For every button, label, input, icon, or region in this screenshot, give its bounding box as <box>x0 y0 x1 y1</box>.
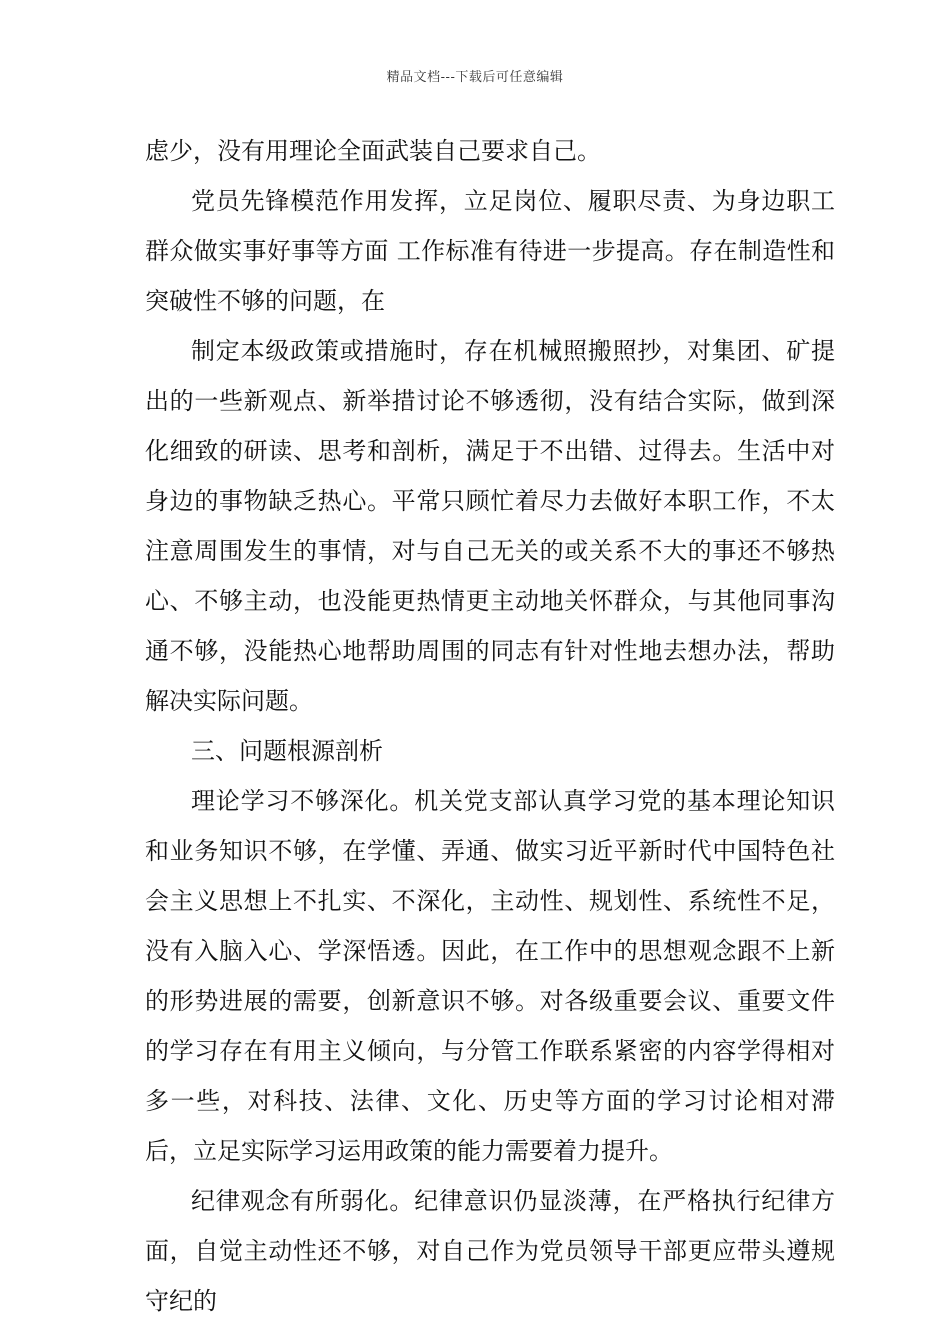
paragraph-1: 虑少，没有用理论全面武装自己要求自己。 <box>145 137 601 165</box>
paragraph-2: 党员先锋模范作用发挥，立足岗位、履职尽责、为身边职工群众做实事好事等方面 工作标准有待进一步提高。存在制造性和突破性不够的问题，在 <box>145 187 835 315</box>
document-body <box>145 126 835 1326</box>
section-heading: 三、问题根源剖析 <box>191 737 383 765</box>
paragraph-3: 制定本级政策或措施时，存在机械照搬照抄，对集团、矿提出的一些新观点、新举措讨论不够透彻，没有结合实际，做到深化细致的研读、思考和剖析，满足于不出错、过得去。生活中对身边的事物缺乏热心。平常只顾忙着尽力去做好本职工作，不太注意周围发生的事情，对与自己无关的或关系不大的事还不够热心、不够主动，也没能更热情更主动地关怀群众，与其他同事沟通不够，没能热心地帮助周围的同志有针对性地去想办法，帮助解决实际问题。 <box>145 337 835 715</box>
page-header: 精品文档---下载后可任意编辑 <box>386 70 564 85</box>
paragraph-4: 理论学习不够深化。机关党支部认真学习党的基本理论知识和业务知识不够，在学懂、弄通、做实习近平新时代中国特色社会主义思想上不扎实、不深化，主动性、规划性、系统性不足，没有入脑入心、学深悟透。因此，在工作中的思想观念跟不上新的形势进展的需要，创新意识不够。对各级重要会议、重要文件的学习存在有用主义倾向，与分管工作联系紧密的内容学得相对多一些，对科技、法律、文化、历史等方面的学习讨论相对滞后，立足实际学习运用政策的能力需要着力提升。 <box>145 787 835 1165</box>
paragraph-5: 纪律观念有所弱化。纪律意识仍显淡薄，在严格执行纪律方面，自觉主动性还不够，对自己作为党员领导干部更应带头遵规守纪的 <box>145 1187 835 1315</box>
